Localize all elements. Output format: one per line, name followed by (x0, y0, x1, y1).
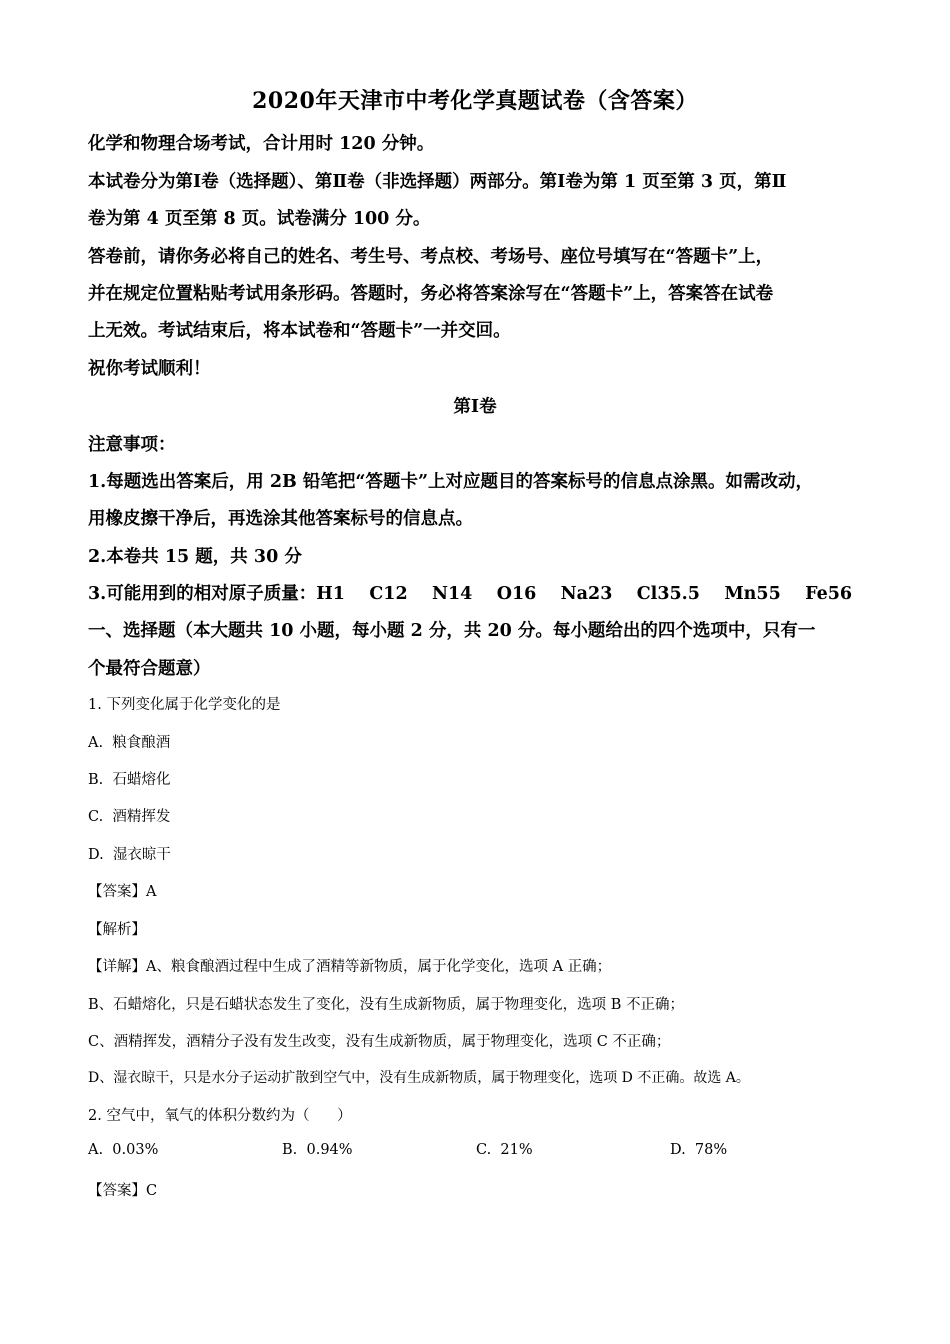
q1-answer: 【答案】A (88, 884, 157, 900)
intro-line-3: 卷为第 4 页至第 8 页。试卷满分 100 分。 (88, 209, 431, 229)
q1-analysis-label: 【解析】 (88, 922, 146, 938)
part1-heading-a: 一、选择题（本大题共 10 小题，每小题 2 分，共 20 分。每小题给出的四个选项中，只有一 (88, 621, 816, 641)
q1-detail-3: C、酒精挥发，酒精分子没有发生改变，没有生成新物质，属于物理变化，选项 C 不正确； (88, 1034, 671, 1050)
q1-stem: 1. 下列变化属于化学变化的是 (88, 697, 281, 713)
q1-detail-1: 【详解】A、粮食酿酒过程中生成了酒精等新物质，属于化学变化，选项 A 正确； (88, 959, 612, 975)
q1-option-a: A. 粮食酿酒 (88, 735, 171, 751)
intro-line-4: 答卷前，请你务必将自己的姓名、考生号、考点校、考场号、座位号填写在“答题卡”上， (88, 247, 774, 267)
q1-option-d: D. 湿衣晾干 (88, 847, 171, 863)
q1-option-b: B. 石蜡熔化 (88, 772, 171, 788)
note-1b: 用橡皮擦干净后，再选涂其他答案标号的信息点。 (88, 509, 473, 529)
note-2: 2.本卷共 15 题，共 30 分 (88, 547, 302, 567)
intro-line-7: 祝你考试顺利！ (88, 359, 211, 379)
q1-option-c: C. 酒精挥发 (88, 809, 171, 825)
part1-heading-b: 个最符合题意） (88, 659, 211, 679)
intro-line-1: 化学和物理合场考试，合计用时 120 分钟。 (88, 134, 435, 154)
q1-detail-4: D、湿衣晾干，只是水分子运动扩散到空气中，没有生成新物质，属于物理变化，选项 D 不正确。故选 A。 (88, 1070, 750, 1086)
page-title: 2020年天津市中考化学真题试卷（含答案） (252, 88, 698, 114)
q2-answer: 【答案】C (88, 1183, 158, 1199)
intro-line-5: 并在规定位置粘贴考试用条形码。答题时，务必将答案涂写在“答题卡”上，答案答在试卷 (88, 284, 774, 304)
q2-option-a: A. 0.03% (88, 1142, 159, 1158)
notes-heading: 注意事项： (88, 435, 176, 455)
intro-line-6: 上无效。考试结束后，将本试卷和“答题卡”一并交回。 (88, 321, 511, 341)
section-title: 第Ⅰ卷 (453, 397, 497, 417)
intro-line-2: 本试卷分为第Ⅰ卷（选择题）、第Ⅱ卷（非选择题）两部分。第Ⅰ卷为第 1 页至第 3 页，第Ⅱ (88, 172, 787, 192)
q2-stem: 2. 空气中，氧气的体积分数约为（ ） (88, 1108, 352, 1124)
note-3: 3.可能用到的相对原子质量：H1 C12 N14 O16 Na23 Cl35.5 Mn55 Fe56 (88, 584, 853, 604)
note-1a: 1.每题选出答案后，用 2B 铅笔把“答题卡”上对应题目的答案标号的信息点涂黑。如需改动， (88, 472, 814, 492)
q2-option-d: D. 78% (670, 1142, 728, 1158)
q2-option-c: C. 21% (476, 1142, 533, 1158)
q2-option-b: B. 0.94% (282, 1142, 353, 1158)
q1-detail-2: B、石蜡熔化，只是石蜡状态发生了变化，没有生成新物质，属于物理变化，选项 B 不正确； (88, 997, 685, 1013)
